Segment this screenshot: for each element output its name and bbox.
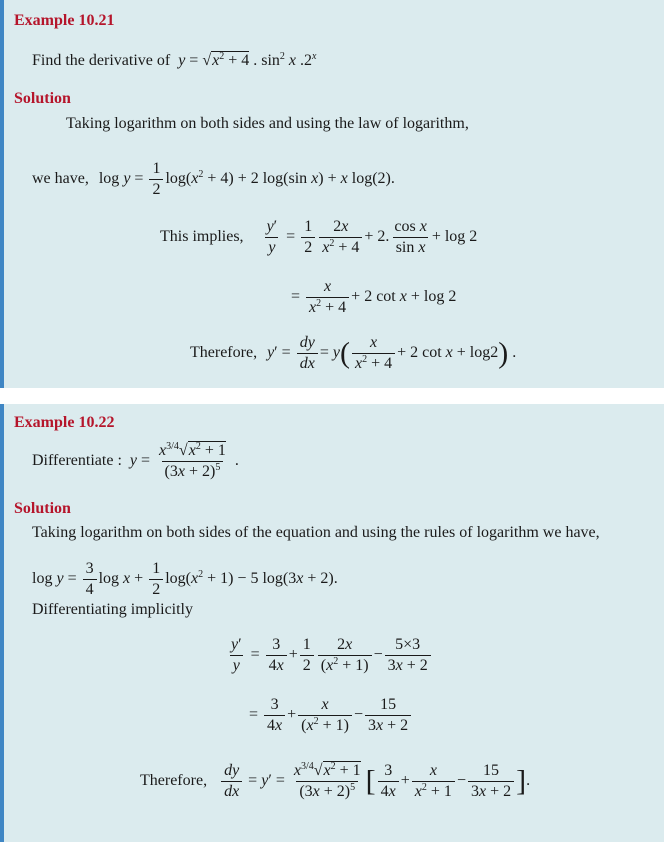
- result-expression: $\frac{dy}{dx}$ = y′ = $\frac{x^{3/4}√x^2 + 1}{(3x + 2)^5}$ [ $\frac{3}{4x}$ + $\frac{x}{x^2 + 1}$ − $\frac{15}{3x + 2}$ ].: [219, 772, 530, 789]
- implies-step: [160, 218, 477, 256]
- solution-intro: Taking logarithm on both sides and using the law of logarithm,: [66, 115, 469, 132]
- therefore-text: Therefore,: [140, 772, 208, 790]
- this-implies-text: This implies,: [160, 227, 244, 245]
- we-have-text: we have,: [32, 169, 89, 187]
- result-expression: y′ = $\frac{dy}{dx}$ = y( $\frac{x}{x^2 + 4}$ + 2 cot x + log2) .: [267, 334, 517, 372]
- example-title: Example 10.21: [14, 12, 115, 29]
- result-step: [190, 334, 516, 372]
- problem-text: Differentiate :: [32, 452, 122, 470]
- result-step: [140, 762, 530, 800]
- step1-expression: $\frac{y'}{y}$ = $\frac{1}{2}$ $\frac{2x}{x^2 + 4}$ + 2. $\frac{\text{cos x}}{\text{sin x}}$ + log 2: [266, 218, 478, 256]
- log-equation: [32, 160, 395, 198]
- solution-intro: Taking logarithm on both sides of the equation and using the rules of logarithm we have,: [32, 524, 600, 541]
- problem-expression: $y = √x^2 + 4$ . $\sin^2 x$ .2$^x$: [178, 51, 317, 69]
- problem-statement: [32, 52, 316, 70]
- log-expression: log y = $\frac{1}{2}$ $\log(x^2 + 4) + 2$ log(sin x) + x log(2).: [98, 160, 395, 198]
- therefore-text: Therefore,: [190, 343, 258, 361]
- step2-expression: = $\frac{x}{x^2 + 4}$ + 2 cot x + log 2: [291, 278, 457, 316]
- step1-expression: $\frac{y'}{y}$ = $\frac{3}{4x}$ + $\frac{1}{2}$ $\frac{2x}{(x^2 + 1)}$ − $\frac{5\times 3}{3x + 2}$: [226, 636, 433, 674]
- problem-statement: [32, 442, 239, 480]
- example-10-21-panel: [0, 0, 664, 388]
- diff-text: Differentiating implicitly: [32, 601, 193, 618]
- problem-text: Find the derivative of: [32, 52, 171, 69]
- log-expression: log y = $\frac{3}{4}$ log x + $\frac{1}{2}$ $\log(x^2 + 1) - 5$ log(3x + 2).: [32, 560, 338, 598]
- problem-expression: y = $\frac{x^{3/4}√x^2 + 1}{(3x + 2)^5}$ .: [129, 441, 239, 480]
- example-title: Example 10.22: [14, 414, 115, 431]
- step2-expression: = $\frac{3}{4x}$ + $\frac{x}{(x^2 + 1)}$ − $\frac{15}{3x + 2}$: [249, 696, 413, 734]
- solution-label: Solution: [14, 90, 71, 107]
- example-10-22-panel: [0, 404, 664, 842]
- solution-label: Solution: [14, 500, 71, 517]
